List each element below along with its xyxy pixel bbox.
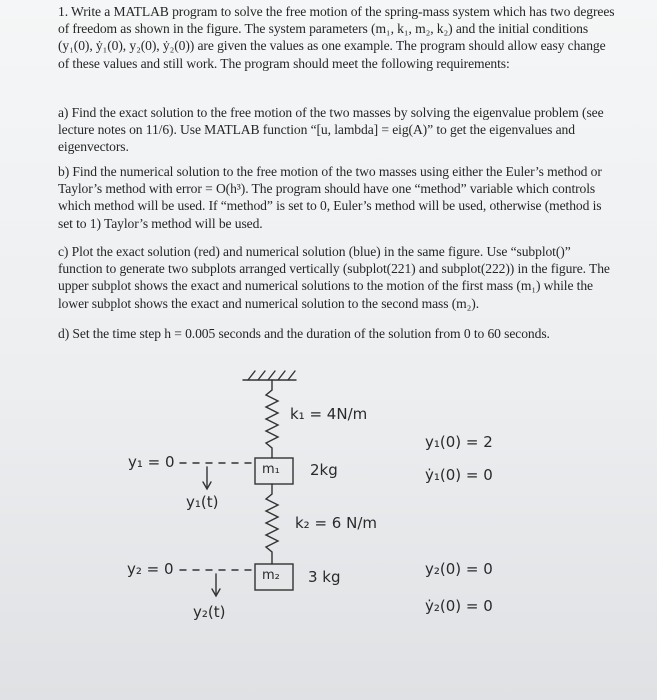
ic-y2dot: ẏ₂(0) = 0 <box>425 597 493 615</box>
ceiling-hatch <box>248 371 295 380</box>
k2-label: k₂ = 6 N/m <box>295 514 378 532</box>
ic-y1dot: ẏ₁(0) = 0 <box>425 466 493 484</box>
y2-reference-label: y₂ = 0 <box>127 560 174 578</box>
m2-value: 3 kg <box>308 568 341 586</box>
part-b: b) Find the numerical solution to the free motion of the two masses using either the Euler’s method or Taylor’s method with error = O(h³). The program should have one “method” variable which controls which method will be used. If “method” is set to 0, Euler’s method will be used, otherwise (method is set to 1) Taylor’s method will be used. <box>58 164 602 231</box>
spring-k1 <box>266 380 278 458</box>
problem-intro: 1. Write a MATLAB program to solve the free motion of the spring-mass system which has two degrees of freedom as shown in the figure. The system parameters (m₁, k₁, m₂, k₂) and the initial conditions (y₁(0), ẏ₁(0), y₂(0), ẏ₂(0)) are given the values as one example. The program should allow easy change of these values and still work. The program should meet the following requirements: <box>58 4 615 71</box>
part-a: a) Find the exact solution to the free motion of the two masses by solving the eigenvalue problem (see lecture notes on 11/6). Use MATLAB function “[u, lambda] = eig(A)” to get the eigenvalues and eigenvectors. <box>58 105 604 155</box>
y2-variable-label: y₂(t) <box>193 603 226 621</box>
m2-label: m₂ <box>262 568 280 583</box>
ic-y2: y₂(0) = 0 <box>425 560 493 578</box>
ic-y1: y₁(0) = 2 <box>425 433 493 451</box>
m1-value: 2kg <box>310 461 338 479</box>
spring-k2 <box>266 484 278 564</box>
y1-variable-label: y₁(t) <box>186 493 219 511</box>
k1-label: k₁ = 4N/m <box>290 405 368 423</box>
part-d: d) Set the time step h = 0.005 seconds and the duration of the solution from 0 to 60 seconds. <box>58 326 550 341</box>
part-c: c) Plot the exact solution (red) and numerical solution (blue) in the same figure. Use “subplot()” function to generate two subplots arranged vertically (subplot(221) and subplot(222)) in the figure. The upper subplot shows the exact and numerical solutions to the motion of the first mass (m₁) while the lower subplot shows the exact and numerical solution to the second mass (m₂). <box>58 244 610 311</box>
y1-reference-label: y₁ = 0 <box>128 453 175 471</box>
m1-label: m₁ <box>262 462 280 477</box>
